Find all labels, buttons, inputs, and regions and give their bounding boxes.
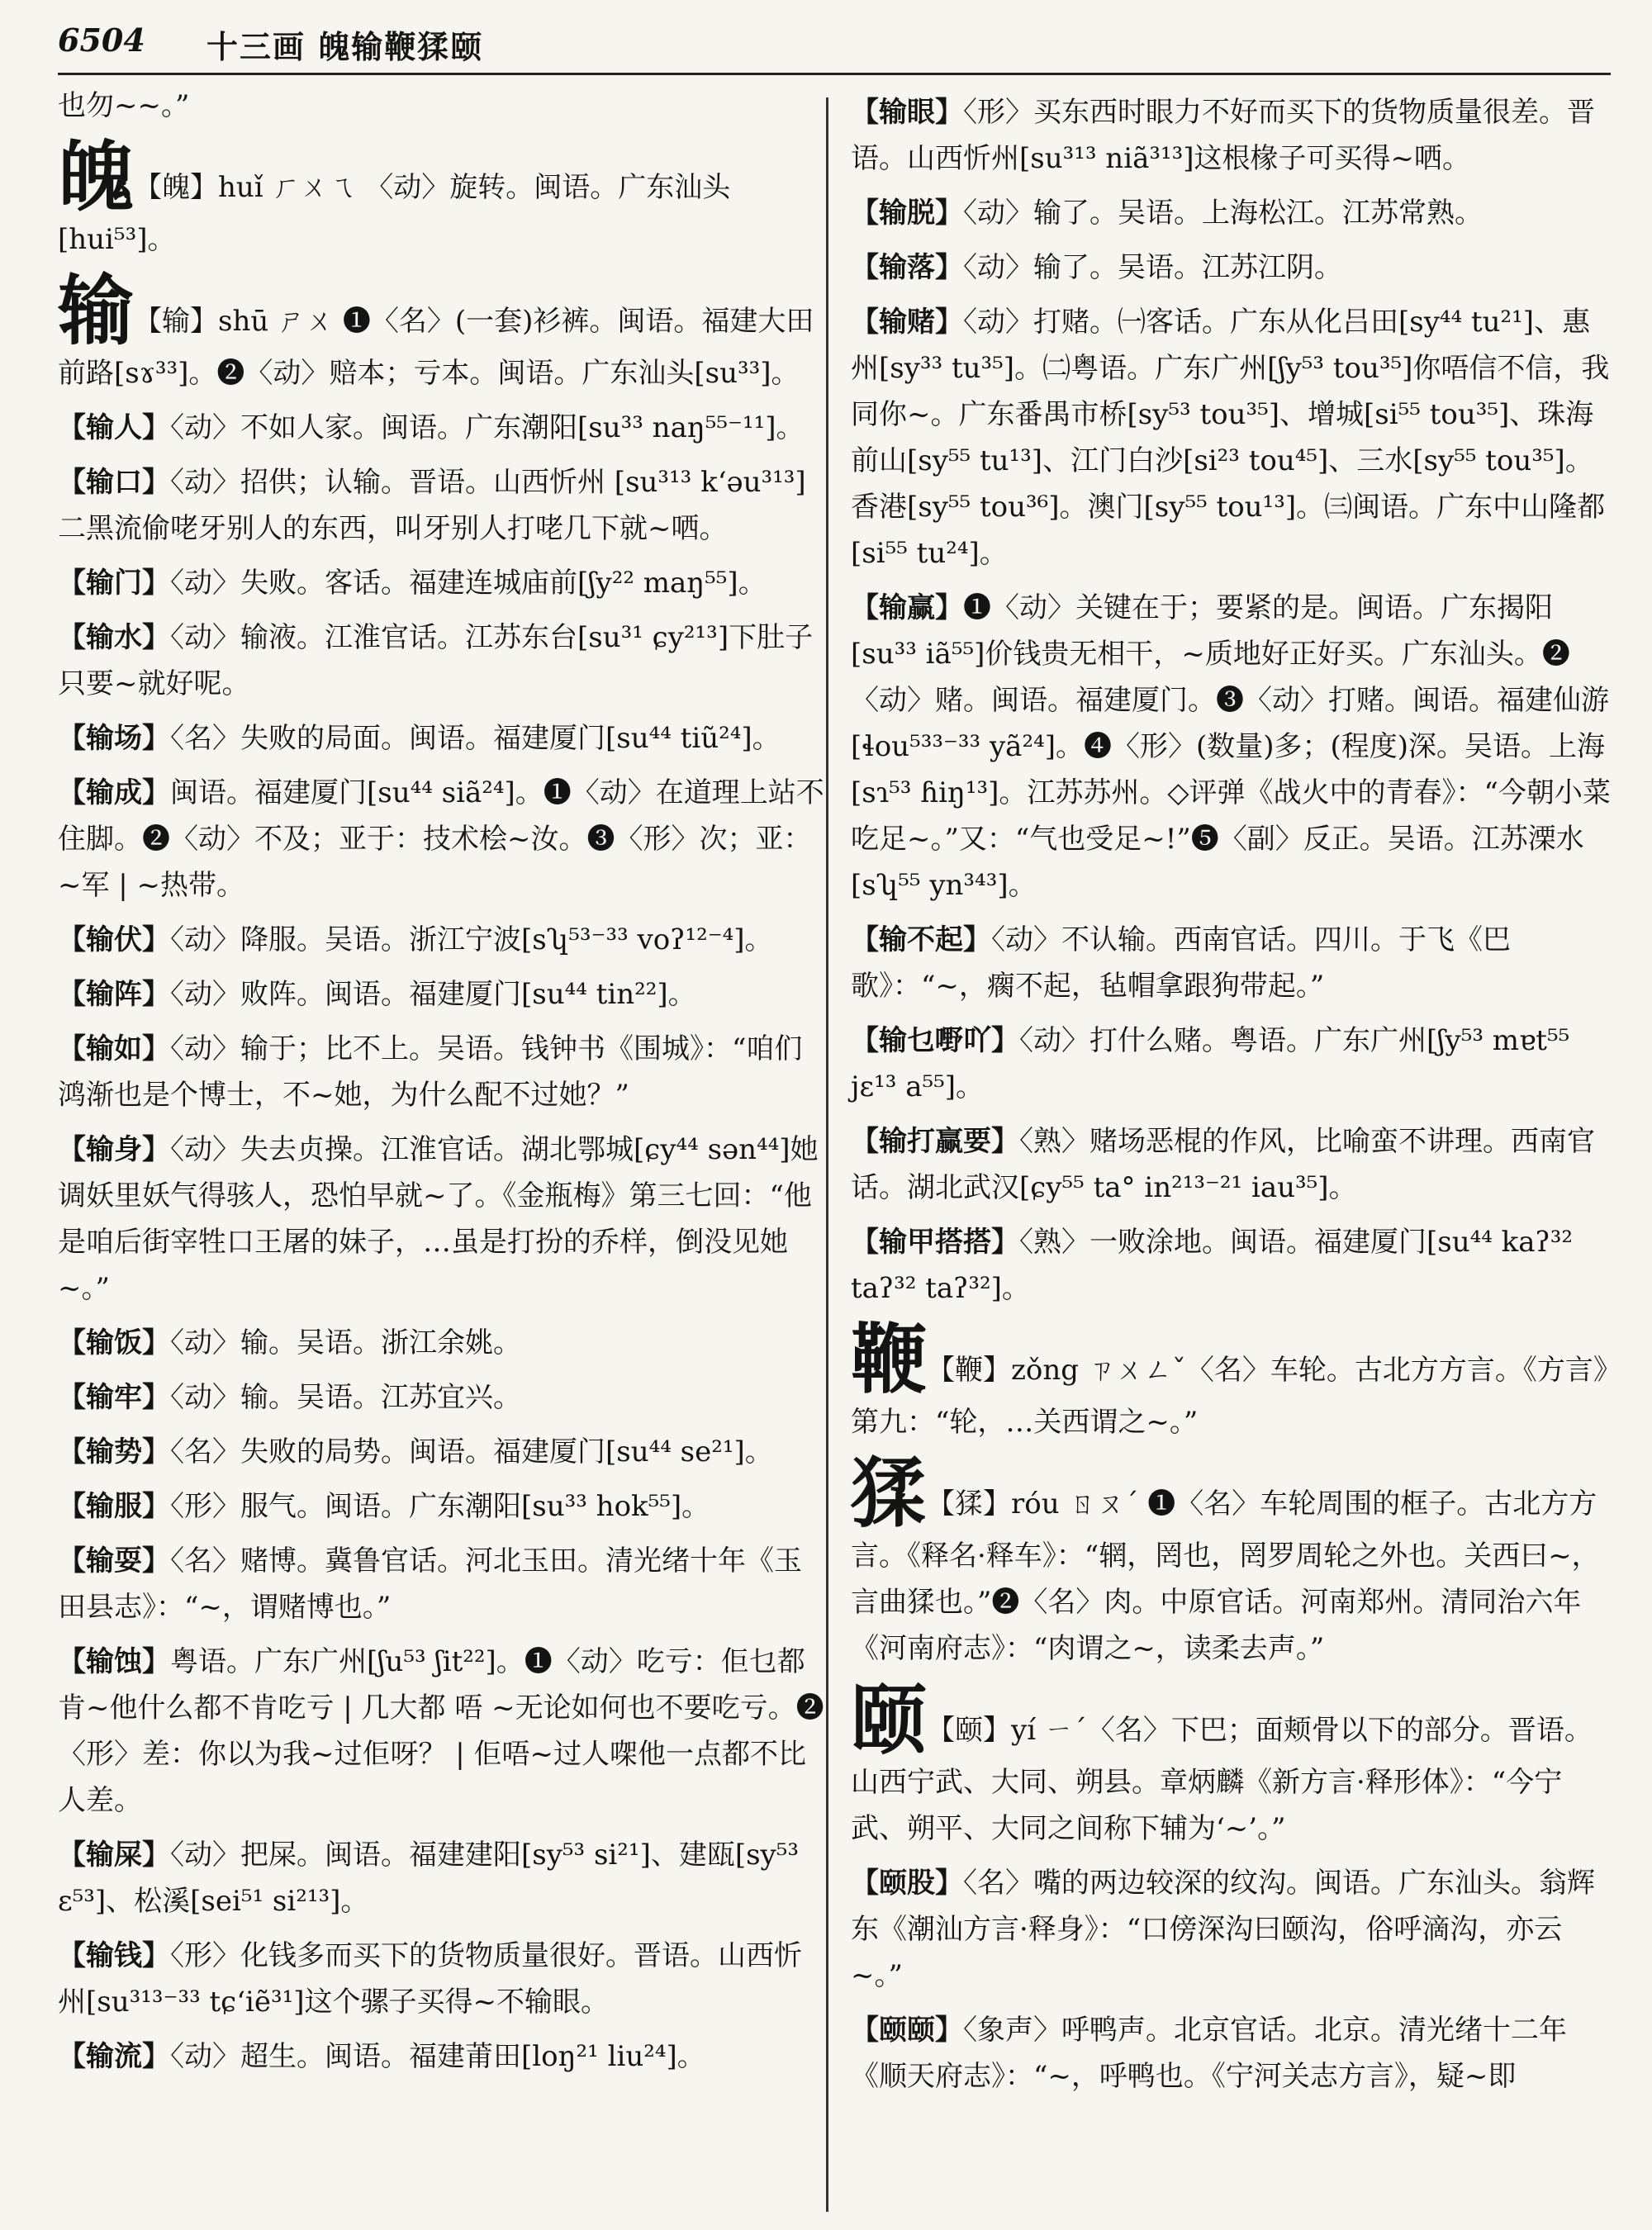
sub-entry: [851, 89, 1611, 182]
entry-body: 〈形〉服气。闽语。广东潮阳[su³³ hok⁵⁵]。: [170, 1490, 710, 1523]
sub-entry: [851, 1860, 1611, 1999]
sub-entry: [58, 971, 826, 1018]
sub-headword: 【输流】: [58, 2040, 170, 2073]
entry-body: 〈名〉嘴的两边较深的纹沟。闽语。广东汕头。翁辉东《潮汕方言·释身》：“口傍深沟曰颐沟，俗呼滴沟，亦云~。”: [851, 1867, 1595, 1992]
headword-char: 输: [58, 266, 135, 355]
sub-headword: 【输钱】: [58, 1939, 170, 1972]
entry-body: 〈动〉把屎。闽语。福建建阳[sy⁵³ si²¹]、建瓯[sy⁵³ ɛ⁵³]、松溪[sei⁵¹ si²¹³]。: [58, 1839, 800, 1918]
entry-body: 〈象声〉呼鸭声。北京官话。北京。清光绪十二年《顺天府志》：“~，呼鸭也。《宁河关志方言》，疑~即: [851, 2014, 1567, 2093]
sub-headword: 【输赢】: [851, 591, 963, 624]
left-column: [58, 83, 826, 2088]
sub-entry: [58, 1832, 826, 1924]
sub-entry: [58, 1374, 826, 1421]
sub-entry: [58, 770, 826, 909]
sub-entry: [58, 1933, 826, 2025]
entry-body: 〈动〉输于；比不上。吴语。钱钟书《围城》：“咱们鸿渐也是个博士，不~她，为什么配不过她？”: [58, 1032, 803, 1112]
page-number: 6504: [58, 21, 145, 59]
main-entry-zong: [851, 1315, 1611, 1445]
entry-body: 〈动〉不认输。西南官话。四川。于飞《巴歌》：“~，瘸不起，毡帽拿跟狗带起。”: [851, 923, 1511, 1003]
entry-body: 【猱】róu ㄖㄡˊ ❶〈名〉车轮周围的框子。古北方方言。《释名·释车》：“辋，罔也，罔罗周轮之外也。关西曰~，言曲猱也。”❷〈名〉肉。中原官话。河南郑州。清同治六年《河南府志》：“肉谓之~，读柔去声。”: [851, 1487, 1600, 1665]
headword-char: 鞭: [851, 1315, 928, 1404]
sub-headword: 【输耍】: [58, 1544, 170, 1578]
sub-entry: [851, 585, 1611, 909]
sub-headword: 【颐颐】: [851, 2014, 963, 2047]
entry-body: 〈动〉打什么赌。粤语。广东广州[ʃy⁵³ mɐt⁵⁵ jɛ¹³ a⁵⁵]。: [851, 1024, 1570, 1103]
sub-headword: 【输伏】: [58, 923, 170, 956]
entry-body: 粤语。广东广州[ʃu⁵³ ʃit²²]。❶〈动〉吃亏：佢乜都肯~他什么都不肯吃亏 | 几大都 唔 ~无论如何也不要吃亏。❷〈形〉差：你以为我~过佢呀？ | 佢唔~过人㗎他一点都不比人差。: [58, 1645, 824, 1817]
sub-entry: [58, 917, 826, 963]
section-title: 十三画 魄输鞭猱颐: [206, 28, 484, 65]
sub-entry: [58, 614, 826, 707]
entry-body: 〈动〉打赌。㈠客话。广东从化吕田[sy⁴⁴ tu²¹]、惠州[sy³³ tu³⁵]。㈡粤语。广东广州[ʃy⁵³ tou³⁵]你唔信不信，我同你~。广东番禺市桥[sy⁵³ tou³⁵]、增城[si⁵⁵ tou³⁵]、珠海前山[sy⁵⁵ tu¹³]、江门白沙[si²³ tou⁴⁵]、三水[sy⁵⁵ tou³⁵]。香港[sy⁵⁵ tou³⁶]。澳门[sy⁵⁵ tou¹³]。㈢闽语。广东中山隆都[si⁵⁵ tu²⁴]。: [851, 306, 1610, 570]
sub-headword: 【输门】: [58, 567, 170, 600]
right-column: [851, 89, 1611, 2108]
entry-body: 〈动〉招供；认输。晋语。山西忻州 [su³¹³ k‘əu³¹³]二黑流偷咾牙别人的东西，叫牙别人打咾几下就~哂。: [58, 466, 806, 545]
sub-entry: [851, 2007, 1611, 2100]
sub-entry: [851, 244, 1611, 291]
sub-entry: [58, 1538, 826, 1630]
sub-headword: 【输牢】: [58, 1381, 170, 1414]
entry-body: 〈形〉买东西时眼力不好而买下的货物质量很差。晋语。山西忻州[su³¹³ niã³¹³]这根椽子可买得~哂。: [851, 96, 1595, 175]
entry-body: 【颐】yí ㄧˊ〈名〉下巴；面颊骨以下的部分。晋语。山西宁武、大同、朔县。章炳麟《新方言·释形体》：“今宁武、朔平、大同之间称下辅为‘~’。”: [851, 1714, 1593, 1845]
entry-body: 〈名〉失败的局势。闽语。福建厦门[su⁴⁴ se²¹]。: [170, 1435, 773, 1468]
sub-headword: 【输甲搭搭】: [851, 1226, 1019, 1259]
sub-entry: [58, 1127, 826, 1312]
entry-body: ❶〈动〉关键在于；要紧的是。闽语。广东揭阳[su³³ iã⁵⁵]价钱贵无相干，~质地好正好买。广东汕头。❷〈动〉赌。闽语。福建厦门。❸〈动〉打赌。闽语。福建仙游[ɬou⁵³³⁻³³ yã²⁴]。❹〈形〉(数量)多；(程度)深。吴语。上海[sɿ⁵³ ɦiŋ¹³]。江苏苏州。◇评弹《战火中的青春》：“今朝小菜吃足~。”又：“气也受足~!”❺〈副〉反正。吴语。江苏溧水[sʮ⁵⁵ yn³⁴³]。: [851, 591, 1611, 902]
entry-body: 〈动〉超生。闽语。福建莆田[loŋ²¹ liu²⁴]。: [170, 2040, 705, 2073]
sub-headword: 【输饭】: [58, 1326, 170, 1359]
sub-entry: [58, 715, 826, 762]
sub-entry: [851, 1118, 1611, 1211]
sub-headword: 【输不起】: [851, 923, 991, 956]
headword-char: 魄: [58, 132, 135, 221]
entry-body: 闽语。福建厦门[su⁴⁴ siã²⁴]。❶〈动〉在道理上站不住脚。❷〈动〉不及；亚于：技术桧~汝。❸〈形〉次；亚：~军 | ~热带。: [58, 776, 824, 902]
entry-body: 〈形〉化钱多而买下的货物质量很好。晋语。山西忻州[su³¹³⁻³³ tɕ‘iẽ³¹]这个骡子买得~不输眼。: [58, 1939, 802, 2019]
main-entry-rou: [851, 1449, 1611, 1672]
entry-body: 〈动〉输了。吴语。上海松江。江苏常熟。: [963, 197, 1483, 230]
sub-headword: 【输场】: [58, 722, 170, 755]
sub-headword: 【输口】: [58, 466, 170, 499]
entry-body: 〈动〉败阵。闽语。福建厦门[su⁴⁴ tin²²]。: [170, 978, 696, 1011]
entry-body: 〈动〉输液。江淮官话。江苏东台[su³¹ ɕy²¹³]下肚子只要~就好呢。: [58, 621, 814, 700]
headword-char: 猱: [851, 1449, 928, 1538]
entry-body: 〈动〉降服。吴语。浙江宁波[sʮ⁵³⁻³³ voʔ¹²⁻⁴]。: [170, 923, 773, 956]
sub-entry: [58, 1639, 826, 1824]
sub-entry: [58, 1026, 826, 1118]
sub-entry: [58, 1320, 826, 1366]
sub-headword: 【输身】: [58, 1133, 170, 1166]
continuation-text: 也勿~~。”: [58, 89, 190, 122]
sub-entry: [58, 1483, 826, 1530]
sub-entry: [58, 2033, 826, 2080]
main-entry-shu: [58, 266, 826, 396]
sub-headword: 【颐股】: [851, 1867, 963, 1900]
entry-body: 〈动〉失去贞操。江淮官话。湖北鄂城[ɕy⁴⁴ sən⁴⁴]她调妖里妖气得骇人，恐怕早就~了。《金瓶梅》第三七回：“他是咱后街宰牲口王屠的妹子，…虽是打扮的乔样，倒没见她~。”: [58, 1133, 819, 1305]
sub-entry: [58, 405, 826, 451]
entry-body: 〈熟〉一败涂地。闽语。福建厦门[su⁴⁴ kaʔ³² taʔ³² taʔ³²]。: [851, 1226, 1574, 1305]
main-entry-yi: [851, 1675, 1611, 1852]
sub-headword: 【输屎】: [58, 1839, 170, 1872]
sub-entry: [851, 917, 1611, 1009]
sub-entry: [58, 560, 826, 606]
entry-body: 〈动〉输。吴语。浙江余姚。: [170, 1326, 521, 1359]
entry-body: 〈动〉输。吴语。江苏宜兴。: [170, 1381, 521, 1414]
entry-body: 【输】shū ㄕㄨ ❶〈名〉(一套)衫裤。闽语。福建大田前路[sɤ³³]。❷〈动〉赔本；亏本。闽语。广东汕头[su³³]。: [58, 305, 814, 390]
sub-headword: 【输势】: [58, 1435, 170, 1468]
sub-entry: [851, 1219, 1611, 1312]
sub-entry: [851, 299, 1611, 576]
entry-body: 〈名〉失败的局面。闽语。福建厦门[su⁴⁴ tiũ²⁴]。: [170, 722, 781, 755]
sub-headword: 【输打赢要】: [851, 1125, 1019, 1158]
sub-headword: 【输眼】: [851, 96, 963, 129]
main-entry-hui: [58, 132, 826, 263]
entry-body: 〈动〉不如人家。闽语。广东潮阳[su³³ naŋ⁵⁵⁻¹¹]。: [170, 411, 805, 444]
sub-headword: 【输成】: [58, 776, 170, 809]
column-divider: [826, 97, 828, 2212]
sub-headword: 【输阵】: [58, 978, 170, 1011]
sub-headword: 【输脱】: [851, 197, 963, 230]
entry-body: 【魄】huǐ ㄏㄨㄟ 〈动〉旋转。闽语。广东汕头[hui⁵³]。: [58, 171, 731, 256]
sub-headword: 【输人】: [58, 411, 170, 444]
sub-entry: [851, 1018, 1611, 1110]
headword-char: 颐: [851, 1675, 928, 1764]
entry-body: 〈名〉赌博。冀鲁官话。河北玉田。清光绪十年《玉田县志》：“~，谓赌博也。”: [58, 1544, 802, 1624]
sub-headword: 【输蚀】: [58, 1645, 170, 1678]
sub-headword: 【输乜嘢吖】: [851, 1024, 1019, 1057]
sub-headword: 【输如】: [58, 1032, 170, 1065]
entry-body: 〈动〉输了。吴语。江苏江阴。: [963, 251, 1342, 284]
sub-headword: 【输水】: [58, 621, 170, 654]
sub-headword: 【输服】: [58, 1490, 170, 1523]
sub-entry: [851, 190, 1611, 236]
sub-entry: [58, 459, 826, 552]
entry-body: 【鞭】zǒng ㄗㄨㄥˇ〈名〉车轮。古北方方言。《方言》第九：“轮，…关西谓之~。”: [851, 1354, 1607, 1439]
sub-entry: [58, 1429, 826, 1475]
sub-headword: 【输落】: [851, 251, 963, 284]
entry-body: 〈熟〉赌场恶棍的作风，比喻蛮不讲理。西南官话。湖北武汉[ɕy⁵⁵ ta° in²¹³⁻²¹ iau³⁵]。: [851, 1125, 1595, 1204]
page-header: [58, 15, 1611, 75]
sub-headword: 【输赌】: [851, 306, 963, 339]
entry-body: 〈动〉失败。客话。福建连城庙前[ʃy²² maŋ⁵⁵]。: [170, 567, 767, 600]
